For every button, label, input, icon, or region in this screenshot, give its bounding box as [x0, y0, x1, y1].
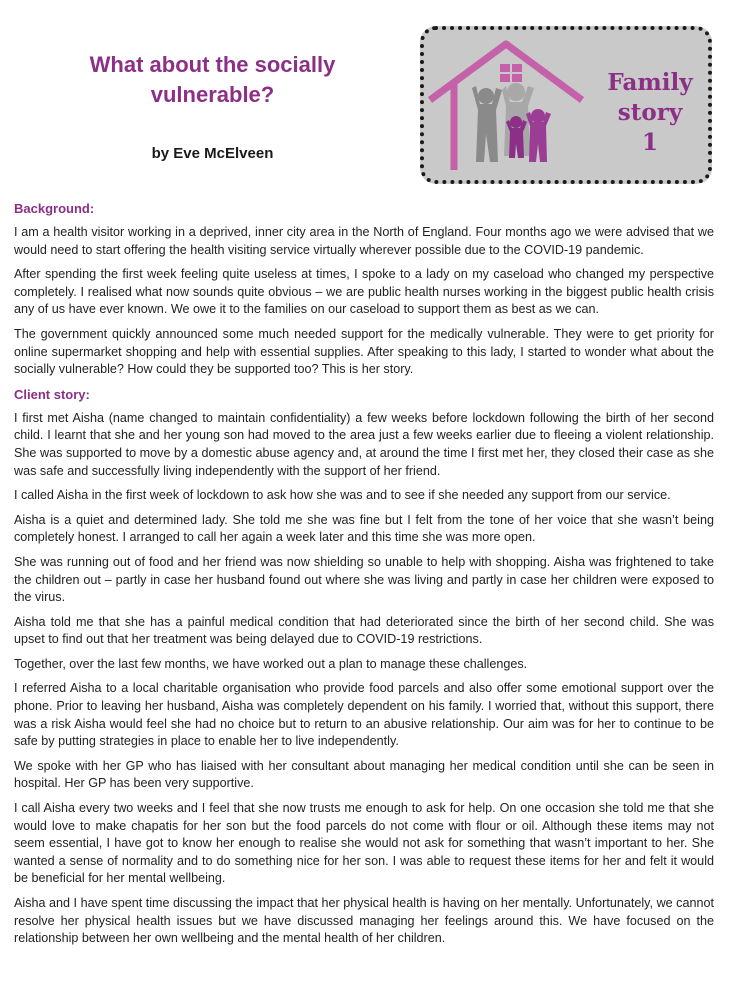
section-heading-background: Background:	[14, 201, 95, 216]
article-body	[14, 200, 714, 955]
paragraph: Aisha is a quiet and determined lady. She told me she was fine but I felt from the tone of her voice that she wasn’t being completely honest. I arranged to call her again a week later and this time she was more open.	[14, 512, 714, 545]
paragraph: I am a health visitor working in a deprived, inner city area in the North of England. Four months ago we were advised that we would need to start offering the health visiting service virtually wherever possible due to the COVID-19 pandemic.	[14, 225, 714, 257]
badge-line-story: story	[617, 99, 683, 126]
family-story-badge	[420, 26, 712, 184]
paragraph: I referred Aisha to a local charitable organisation who provide food parcels and also offer some emotional support over the phone. Prior to leaving her husband, Aisha was completely dependent on his family. I worried that, without this support, there was a risk Aisha would feel she had no choice but to return to an abusive relationship. Our aim was for her to continue to be safe by putting strategies in place to enable her to live independently.	[14, 681, 714, 749]
paragraph: I call Aisha every two weeks and I feel that she now trusts me enough to ask for help. On one occasion she told me that she would love to make chapatis for her son but the food parcels do not come with flour or oil. Although these items may not seem essential, I have got to know her enough to realise she would not ask for something that wasn’t important to her. She wanted a sense of normality and to do something nice for her son. I was able to request these items for her and felt it would be beneficial for her mental wellbeing.	[14, 801, 714, 886]
badge-line-number: 1	[641, 129, 658, 156]
paragraph: Aisha told me that she has a painful medical condition that had deteriorated since the birth of her second child. She was upset to find out that her treatment was being delayed due to COVID-19 restrictions.	[14, 614, 714, 647]
paragraph: The government quickly announced some much needed support for the medically vulnerable. They were to get priority for online supermarket shopping and help with essential supplies. After speaking to this lady, I started to wonder what about the socially vulnerable? How could they be supported too? This is her story.	[14, 326, 714, 377]
badge-line-family: Family	[607, 69, 693, 96]
paragraph: She was running out of food and her friend was now shielding so unable to help with shopping. Aisha was frightened to take the children out – partly in case her husband found out where she was living and partly in case her children were exposed to the virus.	[14, 554, 714, 605]
page-title: What about the socially vulnerable?	[89, 52, 336, 107]
paragraph: I called Aisha in the first week of lockdown to ask how she was and to see if she needed any support from our service.	[14, 488, 671, 503]
paragraph: Together, over the last few months, we have worked out a plan to manage these challenges.	[14, 656, 528, 671]
paragraph: I first met Aisha (name changed to maintain confidentiality) a few weeks before lockdown following the birth of her second child. I learnt that she and her young son had moved to the area just a few weeks earlier due to fleeing a violent relationship. She was supported to move by a domestic abuse agency and, at around the time I first met her, they closed their case as she was safe and successfully living independently with the support of her friend.	[14, 410, 714, 478]
author-byline: by Eve McElveen	[151, 145, 274, 162]
paragraph: After spending the first week feeling quite useless at times, I spoke to a lady on my caseload who changed my perspective completely. I realised what now sounds quite obvious – we are public health nurses working in the biggest public health crisis any of us have ever known. We owe it to the families on our caseload to support them as best as we can.	[14, 267, 714, 317]
section-heading-client-story: Client story:	[14, 386, 90, 402]
badge-label	[592, 68, 708, 158]
paragraph: Aisha and I have spent time discussing the impact that her physical health is having on her mentally. Unfortunately, we cannot resolve her physical health issues but we have discussed managing her feelings around this. We have focused on the relationship between her own wellbeing and the mental health of her children.	[14, 896, 714, 946]
family-house-icon	[424, 30, 594, 180]
paragraph: We spoke with her GP who has liaised with her consultant about managing her medical condition until she can be seen in hospital. Her GP has been very supportive.	[14, 758, 714, 791]
